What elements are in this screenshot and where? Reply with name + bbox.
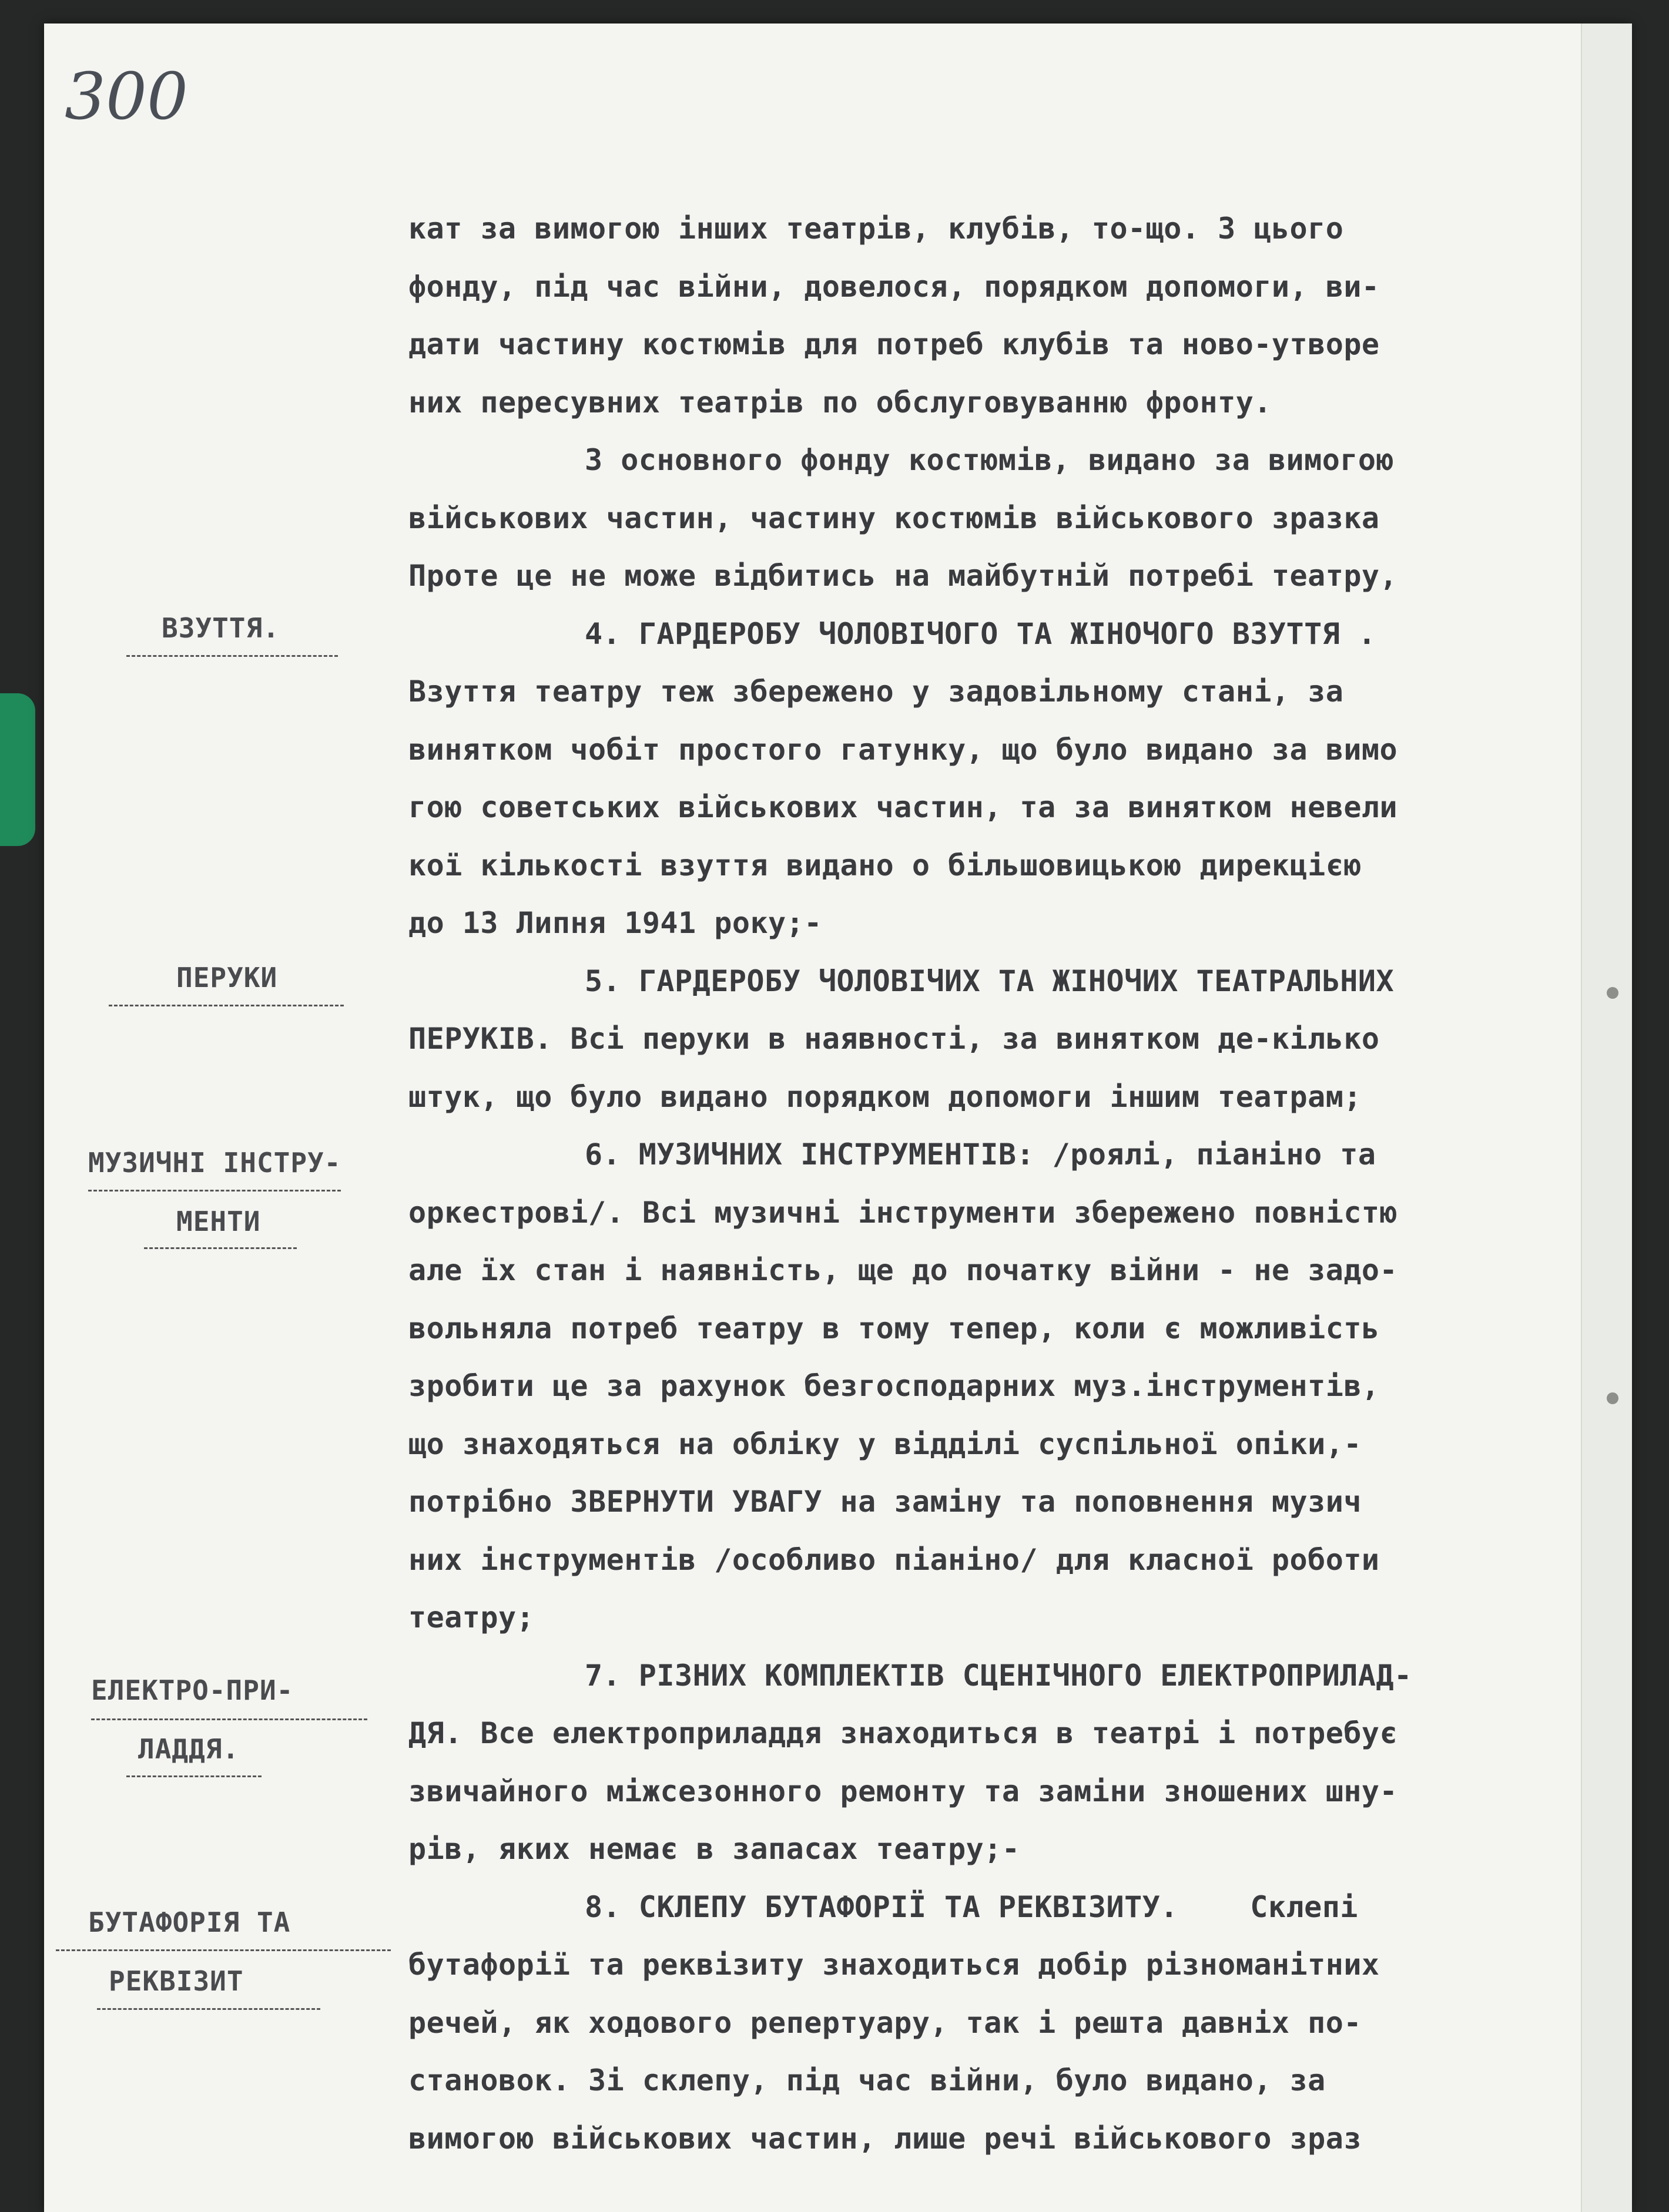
margin-label-underline <box>91 1718 367 1720</box>
margin-label-underline <box>97 2008 320 2010</box>
green-binder-clip <box>0 693 35 846</box>
margin-label-butaforia-1: БУТАФОРІЯ ТА <box>88 1906 291 1938</box>
margin-label-underline <box>88 1190 341 1191</box>
body-line: ПЕРУКІВ. Всі перуки в наявності, за винятком де-кілько <box>408 1022 1380 1056</box>
body-line: 4. ГАРДЕРОБУ ЧОЛОВІЧОГО ТА ЖІНОЧОГО ВЗУТТЯ . <box>585 616 1376 651</box>
body-line: фонду, під час війни, довелося, порядком допомоги, ви- <box>408 269 1380 304</box>
margin-label-underline <box>144 1247 297 1249</box>
body-line: них інструментів /особливо піаніно/ для класної роботи <box>408 1542 1380 1577</box>
margin-label-elektro-2: ЛАДДЯ. <box>138 1733 240 1765</box>
body-line: до 13 Липня 1941 року;- <box>408 906 822 940</box>
body-line: гою советських військових частин, та за винятком невели <box>408 790 1398 824</box>
margin-label-elektro-1: ЕЛЕКТРО-ПРИ- <box>91 1674 294 1706</box>
body-line: З основного фонду костюмів, видано за вимогою <box>585 443 1395 477</box>
body-line: 6. МУЗИЧНИХ ІНСТРУМЕНТІВ: /роялі, піаніно та <box>585 1137 1376 1172</box>
body-line: вимогою військових частин, лише речі військового зраз <box>408 2121 1362 2156</box>
body-line: що знаходяться на обліку у відділі суспільної опіки,- <box>408 1426 1362 1461</box>
body-line: винятком чобіт простого гатунку, що було видано за вимо <box>408 732 1398 767</box>
staple-hole <box>1607 987 1618 999</box>
body-line: ДЯ. Все електроприладдя знаходиться в театрі і потребує <box>408 1716 1398 1750</box>
body-line: потрібно ЗВЕРНУТИ УВАГУ на заміну та поповнення музич <box>408 1485 1362 1519</box>
body-line: штук, що було видано порядком допомоги іншим театрам; <box>408 1079 1362 1114</box>
margin-label-peruky: ПЕРУКИ <box>176 962 278 993</box>
margin-label-underline <box>126 1775 262 1777</box>
body-line: оркестрові/. Всі музичні інструменти збережено повністю <box>408 1195 1398 1230</box>
margin-label-vzuttia: ВЗУТТЯ. <box>162 612 280 644</box>
staple-hole <box>1607 1392 1618 1404</box>
body-line: 8. СКЛЕПУ БУТАФОРІЇ ТА РЕКВІЗИТУ. Склепі <box>585 1889 1358 1924</box>
body-line: рів, яких немає в запасах театру;- <box>408 1832 1020 1866</box>
body-line: кої кількості взуття видано о більшовицькою дирекцією <box>408 848 1362 882</box>
body-line: 7. РІЗНИХ КОМПЛЕКТІВ СЦЕНІЧНОГО ЕЛЕКТРОПРИЛАД- <box>585 1658 1412 1693</box>
body-line: звичайного міжсезонного ремонту та заміни зношених шну- <box>408 1774 1398 1808</box>
margin-label-underline <box>126 655 338 657</box>
body-line: але їх стан і наявність, ще до початку війни - не задо- <box>408 1253 1398 1287</box>
margin-label-muzychni-1: МУЗИЧНІ ІНСТРУ- <box>88 1147 341 1179</box>
margin-label-muzychni-2: МЕНТИ <box>176 1206 261 1237</box>
body-line: бутафорії та реквізиту знаходиться добір різноманітних <box>408 1948 1380 1982</box>
page-number: 300 <box>65 59 188 134</box>
body-line: вольняла потреб театру в тому тепер, коли є можливість <box>408 1311 1380 1345</box>
body-line: Взуття театру теж збережено у задовільному стані, за <box>408 674 1344 709</box>
typed-body-text <box>408 200 1560 2167</box>
document-page <box>44 24 1631 2212</box>
body-line: речей, як ходового репертуару, так і решта давніх по- <box>408 2005 1362 2040</box>
body-line: кат за вимогою інших театрів, клубів, то-що. З цього <box>408 212 1344 246</box>
margin-label-underline <box>109 1005 344 1006</box>
body-line: зробити це за рахунок безгосподарних муз.інструментів, <box>408 1369 1380 1403</box>
margin-label-underline <box>56 1949 391 1951</box>
body-line: військових частин, частину костюмів військового зразка <box>408 501 1380 535</box>
body-line: них пересувних театрів по обслуговуванню фронту. <box>408 385 1272 419</box>
body-line: становок. Зі склепу, під час війни, було видано, за <box>408 2063 1326 2097</box>
body-line: дати частину костюмів для потреб клубів та ново-утворе <box>408 327 1380 361</box>
margin-label-butaforia-2: РЕКВІЗИТ <box>109 1965 244 1997</box>
body-line: театру; <box>408 1600 535 1634</box>
right-margin-strip <box>1581 24 1632 2212</box>
body-line: Проте це не може відбитись на майбутній потребі театру, <box>408 559 1398 593</box>
body-line: 5. ГАРДЕРОБУ ЧОЛОВІЧИХ ТА ЖІНОЧИХ ТЕАТРАЛЬНИХ <box>585 964 1395 998</box>
